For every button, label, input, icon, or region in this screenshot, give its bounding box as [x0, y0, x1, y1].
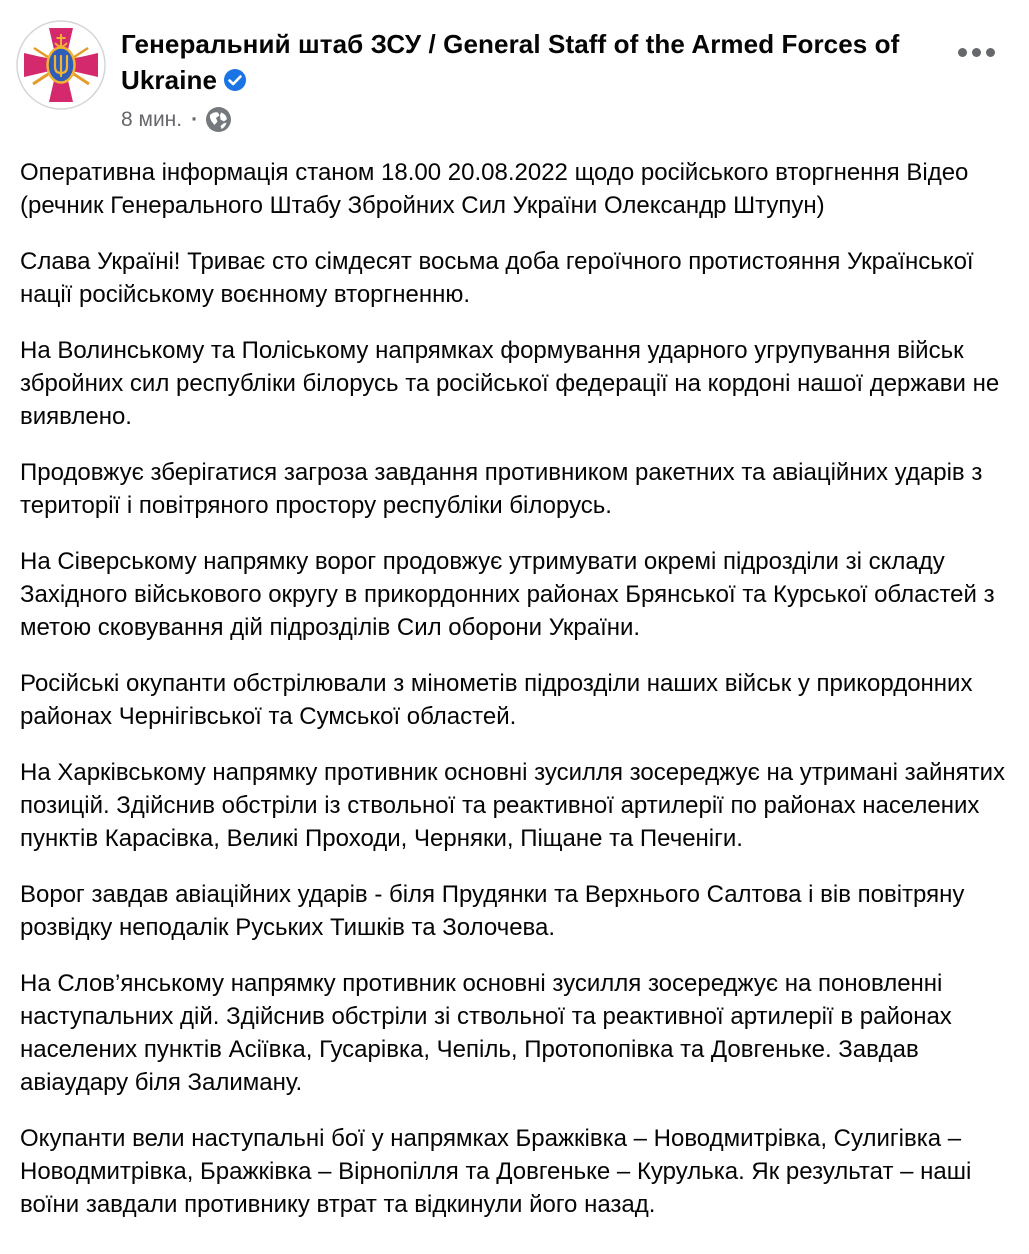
post-options-button[interactable]	[952, 38, 1001, 67]
ellipsis-menu-icon	[986, 48, 995, 57]
post-paragraph: Окупанти вели наступальні бої у напрямках Бражківка – Новодмитрівка, Сулигівка – Новодмитрівка, Бражківка – Вірнопілля та Довгеньке – Курулька. Як результат – наші воїни завдали противнику втрат та відкинули його назад.	[20, 1125, 972, 1218]
post-paragraph: Російські окупанти обстрілювали з мінометів підрозділи наших військ у прикордонних районах Чернігівської та Сумської областей.	[20, 670, 973, 730]
post-paragraph: Оперативна інформація станом 18.00 20.08.2022 щодо російського вторгнення Відео (речник Генерального Штабу Збройних Сил України Олександр Штупун)	[20, 159, 969, 219]
page-name-link[interactable]: Генеральний штаб ЗСУ / General Staff of the Armed Forces of Ukraine	[121, 29, 900, 95]
post-paragraph: Слава Україні! Триває сто сімдесят восьма доба героїчного протистояння Української нації російському воєнному вторгненню.	[20, 248, 974, 308]
post-header	[0, 0, 1029, 133]
post-paragraph: На Сіверському напрямку ворог продовжує утримувати окремі підрозділи зі складу Західного військового округу в прикордонних районах Брянської та Курської областей з метою сковування дій підрозділів Сил оборони України.	[20, 548, 995, 641]
post-timestamp[interactable]: 8 мин.	[121, 107, 183, 131]
verified-badge-icon	[223, 68, 247, 92]
globe-public-icon	[205, 106, 232, 133]
post-paragraph: На Слов’янському напрямку противник основні зусилля зосереджує на поновленні наступальних дій. Здійснив обстріли зі ствольної та реактивної артилерії в районах населених пунктів Асіївка, Гусарівка, Чепіль, Протопопівка та Довгеньке. Завдав авіаудару біля Залиману.	[20, 970, 952, 1096]
general-staff-emblem-icon	[16, 20, 106, 110]
post-paragraph: На Волинському та Поліському напрямках формування ударного угрупування військ збройних сил республіки білорусь та російської федерації на кордоні нашої держави не виявлено.	[20, 337, 1000, 430]
post-meta-row	[121, 106, 1013, 133]
page-name-row	[121, 26, 941, 98]
meta-separator: ·	[191, 107, 199, 131]
ellipsis-menu-icon	[958, 48, 967, 57]
post-body	[0, 133, 1029, 1254]
page-avatar[interactable]	[16, 20, 106, 110]
post-paragraph: На Харківському напрямку противник основні зусилля зосереджує на утримані зайнятих позицій. Здійснив обстріли із ствольної та реактивної артилерії по районах населених пунктів Карасівка, Великі Проходи, Черняки, Піщане та Печеніги.	[20, 759, 1006, 852]
post-paragraph: Ворог завдав авіаційних ударів - біля Прудянки та Верхнього Салтова і вів повітряну розвідку неподалік Руських Тишків та Золочева.	[20, 881, 965, 941]
ellipsis-menu-icon	[972, 48, 981, 57]
header-text-block	[121, 20, 1013, 133]
post-paragraph: Продовжує зберігатися загроза завдання противником ракетних та авіаційних ударів з території і повітряного простору республіки білорусь.	[20, 459, 983, 519]
